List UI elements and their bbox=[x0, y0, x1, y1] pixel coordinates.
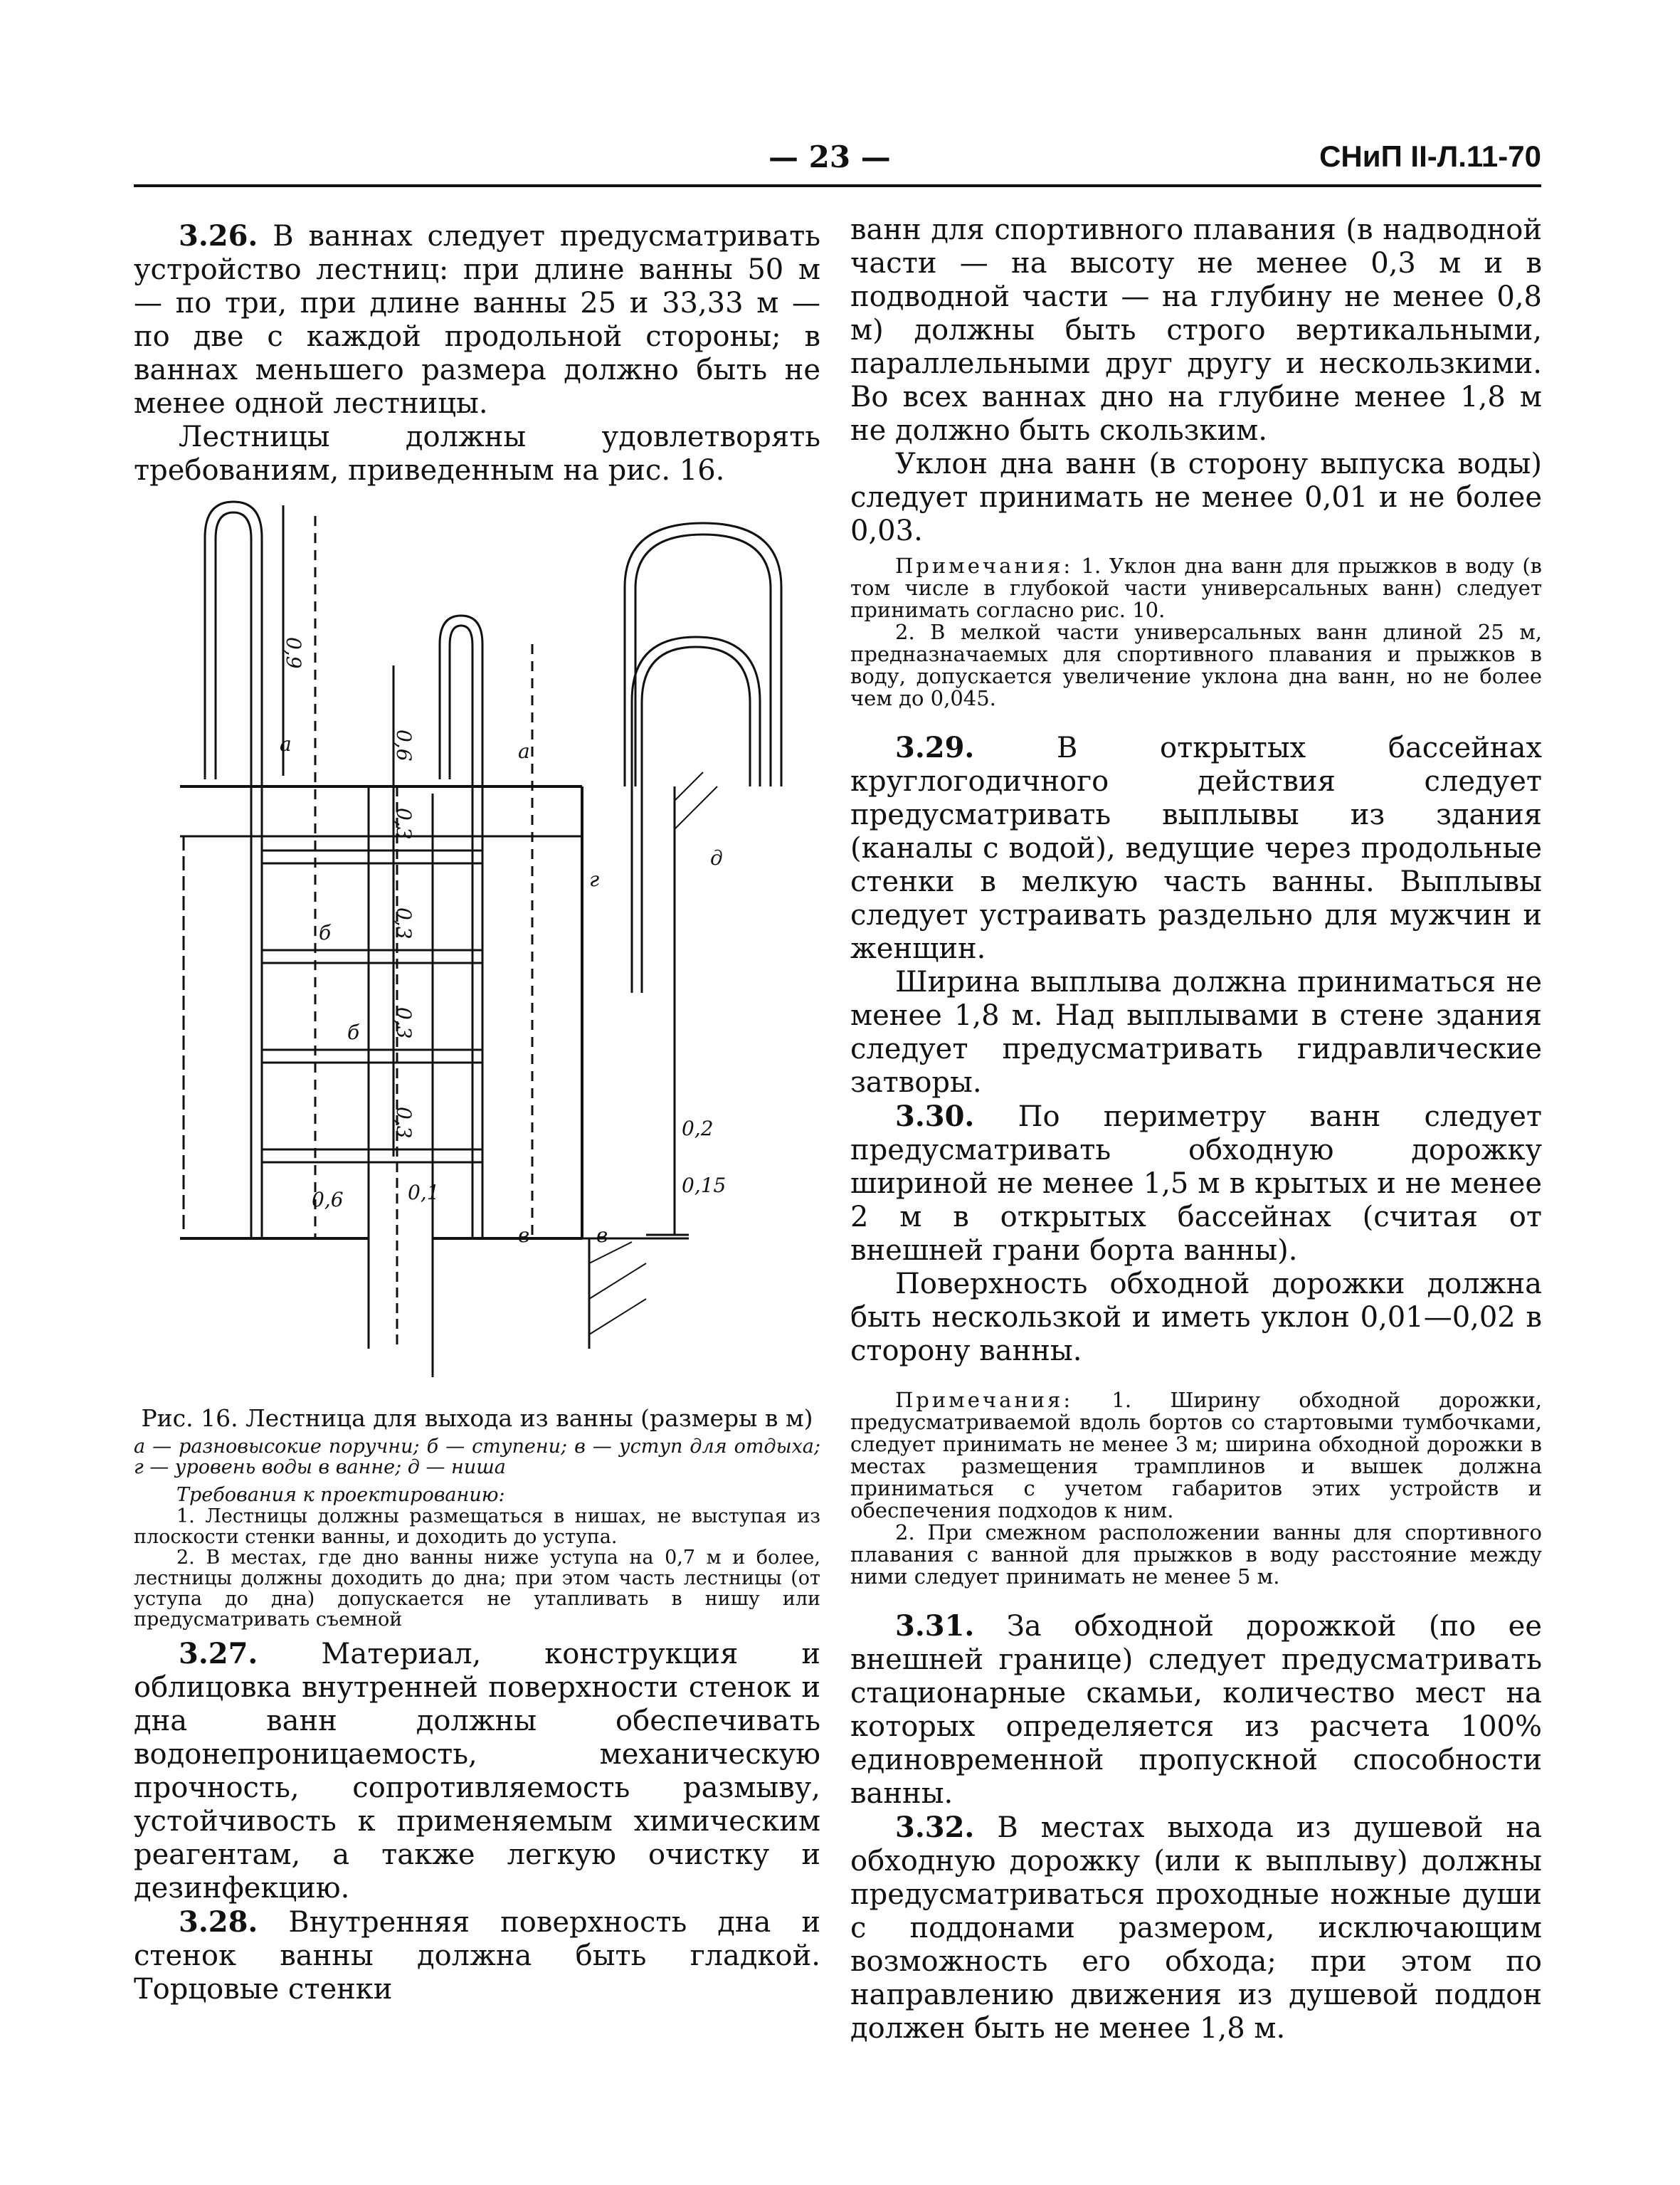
paragraph-slope: Уклон дна ванн (в сторону выпуска воды) следует принимать не менее 0,01 и не более 0,03. bbox=[850, 448, 1542, 547]
label-b-1: б bbox=[319, 921, 332, 944]
dim-0-1: 0,1 bbox=[408, 1181, 440, 1204]
label-g: г bbox=[589, 868, 600, 891]
paragraph-3-29: 3.29. В открытых бассейнах круглогодичного действия следует предусматривать выплывы из здания (каналы с водой), ведущие через продольные стенки в мелкую часть ванны. Выплывы следует устраивать раздельно для мужчин и женщин. bbox=[850, 731, 1543, 965]
header-rule bbox=[134, 184, 1541, 187]
notes-1-2: 2. В мелкой части универсальных ванн длиной 25 м, предназначаемых для спортивного плавания и прыжков в воду, допускается увеличение уклона дна ванн, но не более чем до 0,045. bbox=[850, 620, 1542, 710]
ladder-figure bbox=[134, 495, 820, 1399]
paragraph-3-30-b: Поверхность обходной дорожки должна быть нескользкой и иметь уклон 0,01—0,02 в сторону ванны. bbox=[850, 1268, 1542, 1367]
paragraph-3-26: 3.26. В ваннах следует предусматривать устройство лестниц: при длине ванны 50 м — по три, при длине ванны 25 и 33,33 м — по две с каждой продольной стороны; в ваннах меньшего размера должно быть не менее одной лестницы. bbox=[134, 219, 820, 420]
label-v-1: в bbox=[518, 1223, 530, 1247]
dim-0-15: 0,15 bbox=[682, 1174, 727, 1197]
paragraph-3-26-b: Лестницы должны удовлетворять требованиям, приведенным на рис. 16. bbox=[134, 421, 820, 487]
paragraph-3-30: 3.30. По периметру ванн следует предусматривать обходную дорожку шириной не менее 1,5 м в крытых и не менее 2 м в открытых бассейнах (считая от внешней грани борта ванны). bbox=[850, 1100, 1542, 1267]
paragraph-3-28: 3.28. Внутренняя поверхность дна и стенок ванны должна быть гладкой. Торцовые стенки bbox=[134, 1905, 821, 2006]
notes-1-1: Примечания: 1. Уклон дна ванн для прыжков в воду (в том числе в глубокой части универсальных ванн) следует принимать согласно рис. 10. bbox=[850, 554, 1543, 622]
paragraph-3-27: 3.27. Материал, конструкция и облицовка внутренней поверхности стенок и дна ванн должны обеспечивать водонепроницаемость, механическую прочность, сопротивляемость размыву, устойчивость к применяемым химическим реагентам, а также легкую очистку и дезинфекцию. bbox=[134, 1637, 821, 1905]
paragraph-3-29-b: Ширина выплыва должна приниматься не менее 1,8 м. Над выплывами в стене здания следует предусматривать гидравлические затворы. bbox=[850, 966, 1542, 1099]
paragraph-3-31: 3.31. За обходной дорожкой (по ее внешней границе) следует предусматривать стационарные скамьи, количество мест на которых определяется из расчета 100% единовременной пропускной способности ванны. bbox=[850, 1609, 1542, 1810]
dim-0-3-c: 0,3 bbox=[392, 1007, 416, 1039]
label-d: д bbox=[710, 846, 723, 870]
dim-0-9: 0,9 bbox=[282, 637, 305, 669]
figure-legend: а — разновысокие поручни; б — ступени; в — уступ для отдыха; г — уровень воды в ванне; д — ниша bbox=[134, 1436, 820, 1478]
page-number: — 23 — bbox=[768, 139, 891, 174]
paragraph-3-28-cont: ванн для спортивного плавания (в надводной части — на высоту не менее 0,3 м и в подводной части — на глубину не менее 0,8 м) должны быть строго вертикальными, параллельными друг другу и нескользкими. Во всех ваннах дно на глубине менее 1,8 м не должно быть скользким. bbox=[850, 214, 1542, 447]
requirement-2: 2. В местах, где дно ванны ниже уступа на 0,7 м и более, лестницы должны доходить до дна; при этом часть лестницы (от уступа до дна) допускается не утапливать в нишу или предусматривать съемной bbox=[134, 1547, 820, 1631]
dim-0-6-top: 0,6 bbox=[392, 730, 416, 762]
notes-2-1: Примечания: 1. Ширину обходной дорожки, предусматриваемой вдоль бортов со стартовыми тумбочками, следует принимать не менее 3 м; ширина обходной дорожки в местах размещения трамплинов и вышек должна приниматься с учетом габаритов этих устройств и обеспечения подходов к ним. bbox=[850, 1388, 1542, 1522]
dim-0-3-a: 0,3 bbox=[392, 808, 416, 840]
dim-0-3-d: 0,3 bbox=[392, 1107, 416, 1139]
dim-0-3-b: 0,3 bbox=[392, 907, 416, 939]
label-a-left: а bbox=[280, 732, 292, 756]
notes-2-2: 2. При смежном расположении ванны для спортивного плавания с ванной для прыжков в воду расстояние между ними следует принимать не менее 5 м. bbox=[850, 1520, 1542, 1589]
dim-0-6-bottom: 0,6 bbox=[312, 1188, 344, 1211]
right-column bbox=[850, 214, 1542, 2046]
label-v-2: в bbox=[596, 1223, 608, 1247]
requirements-title: Требования к проектированию: bbox=[176, 1484, 505, 1506]
label-b-2: б bbox=[347, 1021, 360, 1044]
dim-0-2: 0,2 bbox=[682, 1117, 714, 1140]
requirement-1: 1. Лестницы должны размещаться в нишах, не выступая из плоскости стенки ванны, и доходить до уступа. bbox=[134, 1505, 820, 1548]
figure-caption: Рис. 16. Лестница для выхода из ванны (размеры в м) bbox=[141, 1404, 813, 1432]
document-code: СНиП II-Л.11-70 bbox=[1319, 139, 1541, 173]
paragraph-3-32: 3.32. В местах выхода из душевой на обходную дорожку (или к выплыву) должны предусматриваться проходные ножные души с поддонами размером, исключающим возможность его обхода; при этом по направлению движения из душевой поддон должен быть не менее 1,8 м. bbox=[850, 1811, 1542, 2045]
label-a-center: а bbox=[518, 739, 530, 763]
left-column bbox=[134, 219, 820, 2006]
